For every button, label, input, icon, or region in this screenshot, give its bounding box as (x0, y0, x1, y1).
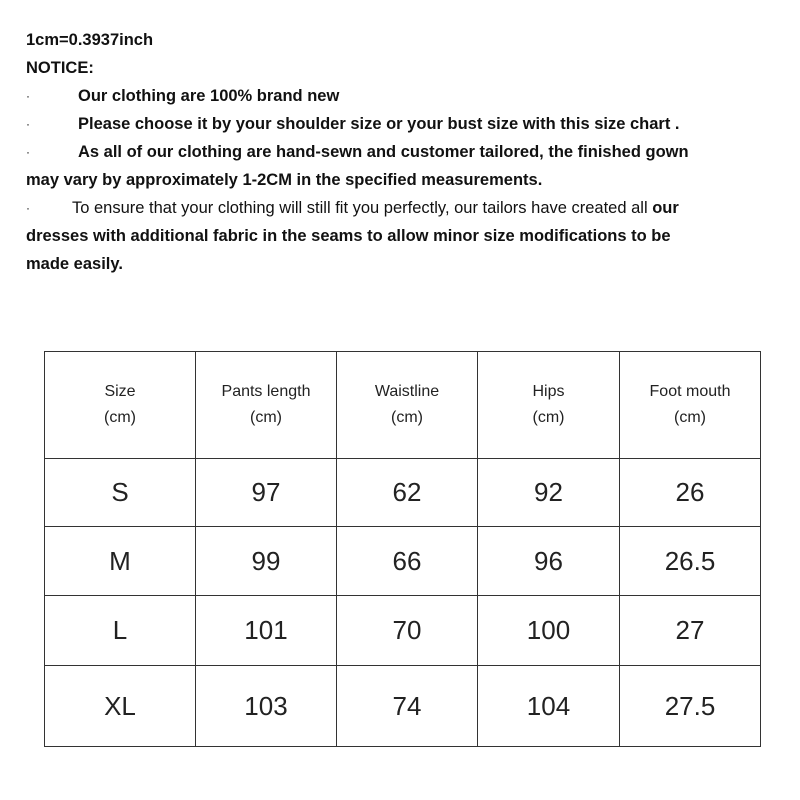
cell-pants-length: 97 (196, 459, 337, 527)
cell-hips: 96 (478, 527, 620, 596)
cell-foot-mouth: 26 (620, 459, 761, 527)
cell-foot-mouth: 26.5 (620, 527, 761, 596)
header-hips (478, 352, 620, 459)
notice-text-thin: To ensure that your clothing will still fit you perfectly, our tailors have created all (72, 199, 653, 217)
cell-hips: 100 (478, 596, 620, 666)
header-size (45, 352, 196, 459)
bullet-dot-icon: · (26, 145, 30, 159)
bullet-dot-icon: · (26, 201, 30, 215)
size-chart-table (44, 351, 761, 747)
cell-size: S (45, 459, 196, 527)
cell-size: L (45, 596, 196, 666)
header-waistline (337, 352, 478, 459)
cell-waistline: 66 (337, 527, 478, 596)
table-row (45, 459, 761, 527)
notice-item-choose-size (26, 110, 766, 138)
header-label: Pants length (221, 383, 311, 400)
header-unit: (cm) (104, 409, 136, 426)
header-pants-length (196, 352, 337, 459)
cell-size: M (45, 527, 196, 596)
table-row (45, 596, 761, 666)
unit-conversion: 1cm=0.3937inch (26, 31, 154, 49)
notice-text-line: dresses with additional fabric in the seams to allow minor size modifications to be (26, 227, 671, 245)
bullet-dot-icon: · (26, 89, 30, 103)
notice-text-line (26, 194, 766, 222)
header-unit: (cm) (532, 409, 565, 426)
notice-text: Please choose it by your shoulder size or your bust size with this size chart . (78, 115, 680, 133)
cell-pants-length: 99 (196, 527, 337, 596)
cell-foot-mouth: 27.5 (620, 666, 761, 747)
notice-item-hand-sewn (26, 138, 766, 194)
header-label: Size (104, 383, 136, 400)
header-unit: (cm) (250, 409, 282, 426)
notice-item-fit-guarantee (26, 194, 766, 278)
table-row (45, 527, 761, 596)
table-row (45, 666, 761, 747)
notice-section (26, 26, 766, 278)
cell-waistline: 70 (337, 596, 478, 666)
bullet-dot-icon: · (26, 117, 30, 131)
cell-hips: 92 (478, 459, 620, 527)
notice-heading: NOTICE: (26, 59, 94, 77)
cell-hips: 104 (478, 666, 620, 747)
header-label: Foot mouth (649, 383, 731, 400)
notice-text: Our clothing are 100% brand new (78, 87, 340, 105)
header-unit: (cm) (391, 409, 423, 426)
notice-text-line: As all of our clothing are hand-sewn and customer tailored, the finished gown (78, 143, 689, 161)
cell-waistline: 62 (337, 459, 478, 527)
header-label: Hips (532, 383, 565, 400)
cell-foot-mouth: 27 (620, 596, 761, 666)
table-header-row (45, 352, 761, 459)
header-label: Waistline (374, 383, 440, 400)
notice-text-line: may vary by approximately 1-2CM in the specified measurements. (26, 171, 543, 189)
header-unit: (cm) (674, 409, 706, 426)
notice-text-bold: our (652, 199, 679, 217)
notice-text-line: made easily. (26, 255, 123, 273)
cell-pants-length: 101 (196, 596, 337, 666)
cell-pants-length: 103 (196, 666, 337, 747)
cell-size: XL (45, 666, 196, 747)
notice-item-brand-new (26, 82, 766, 110)
cell-waistline: 74 (337, 666, 478, 747)
header-foot-mouth (620, 352, 761, 459)
